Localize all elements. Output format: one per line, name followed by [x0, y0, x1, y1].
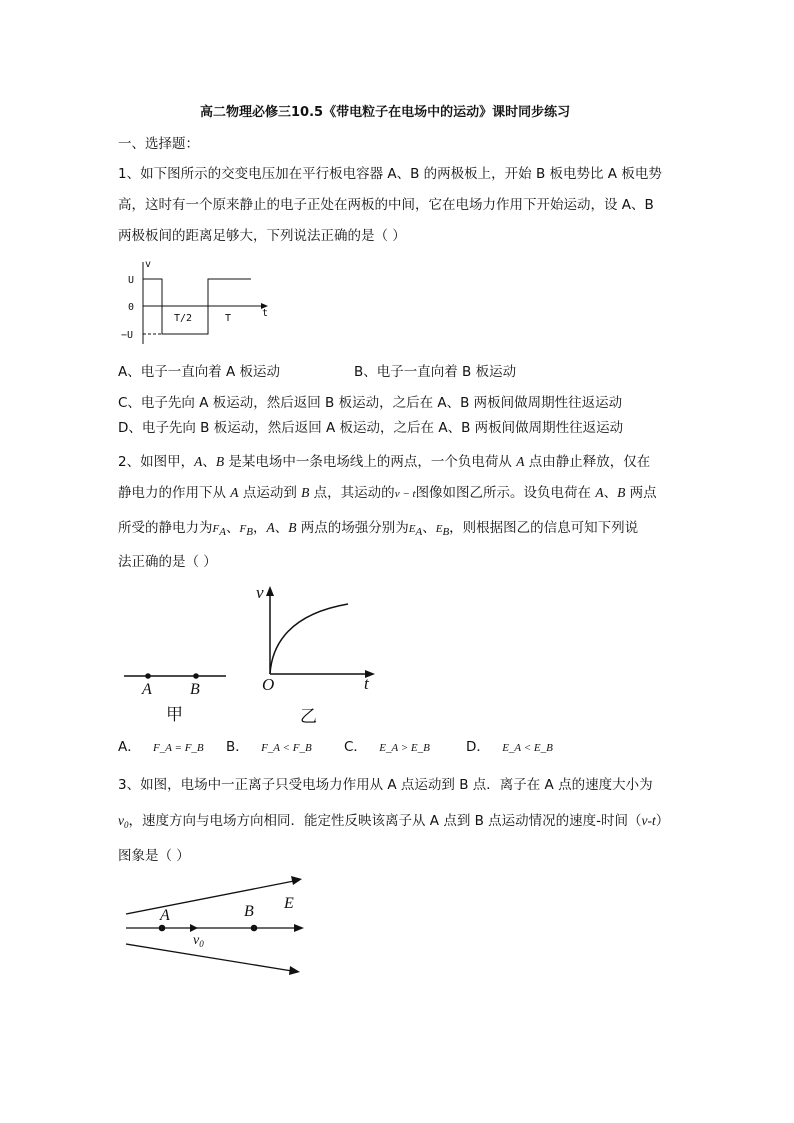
velocity-arrow: [190, 924, 198, 932]
point-a-dot: [159, 925, 166, 932]
q3-field-figure: [118, 872, 318, 982]
graph-t-axis-label: t: [262, 308, 269, 319]
q2-option-c: C． E_A > E_B: [344, 739, 430, 755]
q1-option-b: B、电子一直向着 B 板运动: [354, 364, 517, 380]
graph-half-period-label: T/2: [174, 313, 193, 324]
q1-option-c: C、电子先向 A 板运动，然后返回 B 板运动，之后在 A、B 两板间做周期性往返运动: [118, 395, 623, 411]
q2-option-b-expr: F_A < F_B: [261, 742, 312, 754]
q2-option-a-expr: F_A = F_B: [153, 742, 204, 754]
graph-neg-u-label: −U: [121, 330, 134, 341]
point-b-label: B: [190, 681, 200, 698]
q2-option-d-expr: E_A < E_B: [502, 742, 553, 754]
q2-line3: 所受的静电力为$F_A$、$F_B$，A、B 两点的场强分别为$E_A$、$E_B$，则根据图乙的信息可知下列说: [118, 520, 639, 538]
q1-line2: 高，这时有一个原来静止的电子正处在两板的中间，它在电场力作用下开始运动，设 A、B: [118, 197, 654, 213]
origin-label: O: [262, 675, 275, 694]
q2-figure-jia: [118, 660, 238, 725]
q1-voltage-graph: [118, 258, 278, 348]
q2-figure-yi: [250, 582, 380, 727]
q1-line3: 两极板间的距离足够大，下列说法正确的是（ ）: [118, 228, 406, 244]
point-b-label: B: [244, 903, 254, 920]
graph-period-label: T: [225, 313, 232, 324]
graph-zero-label: 0: [128, 302, 135, 313]
figure-yi-caption: 乙: [300, 707, 317, 727]
graph-u-label: U: [128, 275, 135, 286]
point-b-dot: [193, 673, 199, 679]
q2-option-b: B． F_A < F_B: [226, 739, 312, 755]
lower-field-line: [126, 944, 292, 971]
q2-option-d: D． E_A < E_B: [466, 739, 553, 755]
point-a-label: A: [142, 681, 152, 698]
page-title: 高二物理必修三10.5《带电粒子在电场中的运动》课时同步练习: [200, 105, 571, 120]
q3-line2: $v_0$，速度方向与电场方向相同．能定性反映该离子从 A 点到 B 点运动情况的速度-时间（v-t）: [118, 813, 670, 830]
figure-jia-caption: 甲: [166, 705, 183, 725]
q3-line3: 图象是（ ）: [118, 848, 190, 864]
point-a-dot: [145, 673, 151, 679]
t-axis-label: t: [364, 674, 369, 693]
v0-label: $v_0$: [193, 933, 204, 949]
q1-option-d: D、电子先向 B 板运动，然后返回 A 板运动，之后在 A、B 两板间做周期性往返运动: [118, 420, 624, 436]
graph-v-label: v: [145, 259, 152, 270]
point-b-dot: [251, 925, 258, 932]
field-e-label: E: [284, 895, 294, 912]
q2-line1: 2、如图甲，A、B 是某电场中一条电场线上的两点，一个负电荷从 A 点由静止释放，仅在: [118, 454, 651, 470]
v-t-curve: [270, 604, 348, 674]
q2-option-c-expr: E_A > E_B: [379, 742, 430, 754]
q2-line2: 静电力的作用下从 A 点运动到 B 点，其运动的v − t图像如图乙所示。设负电荷在 A、B 两点: [118, 485, 657, 501]
point-a-label: A: [160, 907, 170, 924]
upper-field-line: [126, 881, 294, 914]
q1-option-a: A、电子一直向着 A 板运动: [118, 364, 281, 380]
q2-option-a: A． F_A = F_B: [118, 739, 204, 755]
q2-line4: 法正确的是（ ）: [118, 554, 217, 570]
section-heading: 一、选择题：: [118, 136, 199, 152]
q3-line1: 3、如图，电场中一正离子只受电场力作用从 A 点运动到 B 点．离子在 A 点的速度大小为: [118, 777, 653, 793]
q1-line1: 1、如下图所示的交变电压加在平行板电容器 A、B 的两极板上，开始 B 板电势比 A 板电势: [118, 166, 662, 182]
v-axis-label: v: [256, 583, 264, 602]
